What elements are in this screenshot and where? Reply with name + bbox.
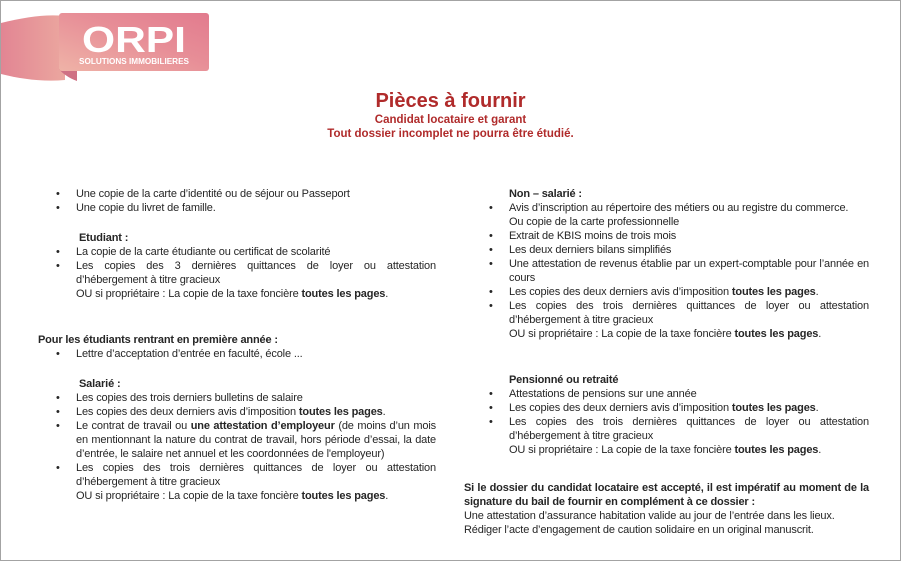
subtitle-audience: Candidat locataire et garant — [374, 114, 527, 126]
bold-text-run: toutes les pages — [731, 402, 816, 414]
bullet-icon: • — [56, 188, 60, 200]
text-run: Les copies des 3 dernières quittances de loyer ou attestation d’hébergement à titre gracieux — [76, 260, 436, 286]
bullet-icon: • — [56, 202, 60, 214]
column-left — [38, 187, 436, 503]
bullet-item-text — [509, 257, 869, 285]
text-run: . — [815, 402, 819, 414]
text-run: . — [818, 328, 822, 340]
bold-text-run: toutes les pages — [301, 490, 386, 502]
text-run: Une copie de la carte d’identité ou de séjour ou Passeport — [76, 188, 350, 200]
text-run: Ou copie de la carte professionnelle — [509, 216, 680, 228]
bullet-item-text — [76, 187, 436, 201]
bullet-main-line — [509, 257, 869, 285]
bullet-list — [38, 347, 436, 361]
text-run: Le contrat de travail ou — [76, 420, 191, 432]
text-run: (de moins d’un mois en mentionnant la nature du contrat de travail, hors période d’essai, la date d’entrée, le salaire net annuel et les coordonnées de l'employeur) — [76, 420, 436, 460]
text-run: Rédiger l’acte d’engagement de caution solidaire en un original manuscrit. — [464, 524, 814, 536]
bullet-main-line — [76, 405, 436, 419]
bullet-item — [56, 201, 436, 215]
bullet-main-line — [76, 187, 436, 201]
text-run: Une copie du livret de famille. — [76, 202, 216, 214]
bullet-item-text — [509, 415, 869, 457]
text-run: . — [385, 288, 389, 300]
bold-text-run: toutes les pages — [298, 406, 383, 418]
bullet-item — [489, 401, 869, 415]
bullet-main-line — [509, 415, 869, 443]
bullet-item — [489, 243, 869, 257]
bullet-main-line — [509, 201, 869, 215]
bullet-item-text — [76, 405, 436, 419]
text-run: OU si propriétaire : La copie de la taxe foncière — [509, 328, 735, 340]
bullet-main-line — [509, 387, 869, 401]
bold-text-run: Pour les étudiants rentrant en première année — [38, 334, 272, 346]
bullet-item-text — [509, 243, 869, 257]
bold-text-run: Pensionné ou retraité — [509, 374, 619, 386]
bullet-icon: • — [56, 392, 60, 404]
bullet-list — [38, 187, 436, 215]
bullet-item — [56, 405, 436, 419]
bold-text-run: toutes les pages — [301, 288, 386, 300]
bullet-main-line — [509, 229, 869, 243]
bullet-main-line — [509, 401, 869, 415]
bullet-item-text — [509, 387, 869, 401]
bullet-item — [489, 229, 869, 243]
bullet-icon: • — [56, 260, 60, 272]
text-run: Les copies des deux derniers avis d’imposition — [76, 406, 299, 418]
bullet-icon: • — [489, 244, 493, 256]
bullet-list — [464, 201, 869, 341]
bullet-item — [56, 245, 436, 259]
bullet-icon: • — [56, 246, 60, 258]
bullet-item — [489, 201, 869, 229]
text-run: La copie de la carte étudiante ou certificat de scolarité — [76, 246, 331, 258]
bullet-item — [56, 259, 436, 301]
bold-text-run: Non – salarié : — [509, 188, 582, 200]
bullet-list — [38, 245, 436, 301]
bullet-item-text — [509, 299, 869, 341]
section-heading — [38, 333, 436, 347]
continuation-line — [76, 489, 436, 503]
bold-text-run: toutes les pages — [734, 444, 819, 456]
bullet-icon: • — [56, 420, 60, 432]
bullet-item-text — [509, 401, 869, 415]
text-run: Les copies des deux derniers avis d’imposition — [509, 402, 732, 414]
bullet-icon: • — [489, 388, 493, 400]
continuation-line — [509, 215, 869, 229]
bullet-main-line — [509, 299, 869, 327]
section-heading — [509, 187, 869, 201]
text-run: Lettre d’acceptation d’entrée en faculté, école ... — [76, 348, 303, 360]
bullet-main-line — [76, 245, 436, 259]
bold-text-run: Salarié : — [79, 378, 121, 390]
bullet-item-text — [509, 285, 869, 299]
bullet-item — [489, 257, 869, 285]
bullet-icon: • — [56, 462, 60, 474]
bullet-item — [489, 415, 869, 457]
continuation-line — [509, 327, 869, 341]
logo-tagline-text: SOLUTIONS IMMOBILIERES — [79, 57, 190, 66]
text-run: . — [818, 444, 822, 456]
bold-text-run: Si le dossier du candidat locataire est accepté, il est impératif au moment de la signature du bail de fournir en complément à ce dossier : — [464, 482, 869, 508]
text-run: . — [382, 406, 386, 418]
bullet-main-line — [76, 347, 436, 361]
text-run: . — [815, 286, 819, 298]
bold-text-run: Etudiant : — [79, 232, 129, 244]
text-run: Avis d’inscription au répertoire des métiers ou au registre du commerce. — [509, 202, 849, 214]
bullet-item — [56, 187, 436, 201]
bullet-item — [489, 299, 869, 341]
logo-brand-text: ORPI — [82, 19, 186, 60]
document-header — [1, 89, 900, 141]
bullet-item-text — [76, 347, 436, 361]
bullet-icon: • — [489, 300, 493, 312]
bullet-item — [56, 419, 436, 461]
bullet-main-line — [509, 243, 869, 257]
bullet-main-line — [509, 285, 869, 299]
bullet-icon: • — [489, 416, 493, 428]
bullet-icon: • — [489, 402, 493, 414]
bullet-icon: • — [489, 258, 493, 270]
bullet-item-text — [76, 201, 436, 215]
bullet-item-text — [76, 419, 436, 461]
bullet-icon: • — [489, 202, 493, 214]
bullet-main-line — [76, 419, 436, 461]
bullet-icon: • — [489, 230, 493, 242]
text-run: . — [385, 490, 389, 502]
section-heading — [79, 231, 436, 245]
text-run: Les copies des trois derniers bulletins de salaire — [76, 392, 303, 404]
bullet-item-text — [509, 229, 869, 243]
bold-text-run: toutes les pages — [731, 286, 816, 298]
section-heading — [509, 373, 869, 387]
bullet-item — [56, 391, 436, 405]
text-run: Les copies des trois dernières quittances de loyer ou attestation d’hébergement à titre gracieux — [76, 462, 436, 488]
logo-ribbon-tail — [1, 15, 65, 80]
text-run: Attestations de pensions sur une année — [509, 388, 697, 400]
paragraph-line — [464, 509, 869, 523]
bullet-main-line — [76, 461, 436, 489]
bullet-item — [56, 461, 436, 503]
text-run: OU si propriétaire : La copie de la taxe foncière — [76, 288, 302, 300]
bullet-item-text — [76, 259, 436, 301]
continuation-line — [509, 443, 869, 457]
bullet-main-line — [76, 201, 436, 215]
bullet-item-text — [76, 461, 436, 503]
page-title: Pièces à fournir — [375, 90, 526, 112]
paragraph-line — [464, 523, 869, 537]
text-run: Une attestation de revenus établie par un expert-comptable pour l’année en cours — [509, 258, 869, 284]
text-run: Les deux derniers bilans simplifiés — [509, 244, 672, 256]
paragraph-line — [464, 481, 869, 509]
text-run: : — [271, 334, 278, 346]
section-heading — [79, 377, 436, 391]
bullet-list — [464, 387, 869, 457]
bullet-main-line — [76, 391, 436, 405]
text-run: Une attestation d’assurance habitation valide au jour de l’entrée dans les lieux. — [464, 510, 835, 522]
bullet-item-text — [76, 391, 436, 405]
text-run: OU si propriétaire : La copie de la taxe foncière — [76, 490, 302, 502]
orpi-logo — [1, 1, 213, 85]
column-right — [464, 187, 869, 537]
text-run: Les copies des deux derniers avis d’imposition — [509, 286, 732, 298]
bold-text-run: une attestation d’employeur — [190, 420, 335, 432]
bullet-list — [38, 391, 436, 503]
bullet-item-text — [76, 245, 436, 259]
bullet-item — [489, 387, 869, 401]
text-run: OU si propriétaire : La copie de la taxe foncière — [509, 444, 735, 456]
bold-text-run: toutes les pages — [734, 328, 819, 340]
bullet-main-line — [76, 259, 436, 287]
bullet-icon: • — [56, 348, 60, 360]
bullet-item — [56, 347, 436, 361]
bullet-item-text — [509, 201, 869, 229]
bullet-icon: • — [56, 406, 60, 418]
bullet-item — [489, 285, 869, 299]
subtitle-warning: Tout dossier incomplet ne pourra être étudié. — [327, 128, 574, 140]
continuation-line — [76, 287, 436, 301]
bullet-icon: • — [489, 286, 493, 298]
closing-paragraph — [464, 481, 869, 537]
text-run: Les copies des trois dernières quittances de loyer ou attestation d’hébergement à titre gracieux — [509, 300, 869, 326]
text-run: Les copies des trois dernières quittances de loyer ou attestation d’hébergement à titre gracieux — [509, 416, 869, 442]
text-run: Extrait de KBIS moins de trois mois — [509, 230, 677, 242]
